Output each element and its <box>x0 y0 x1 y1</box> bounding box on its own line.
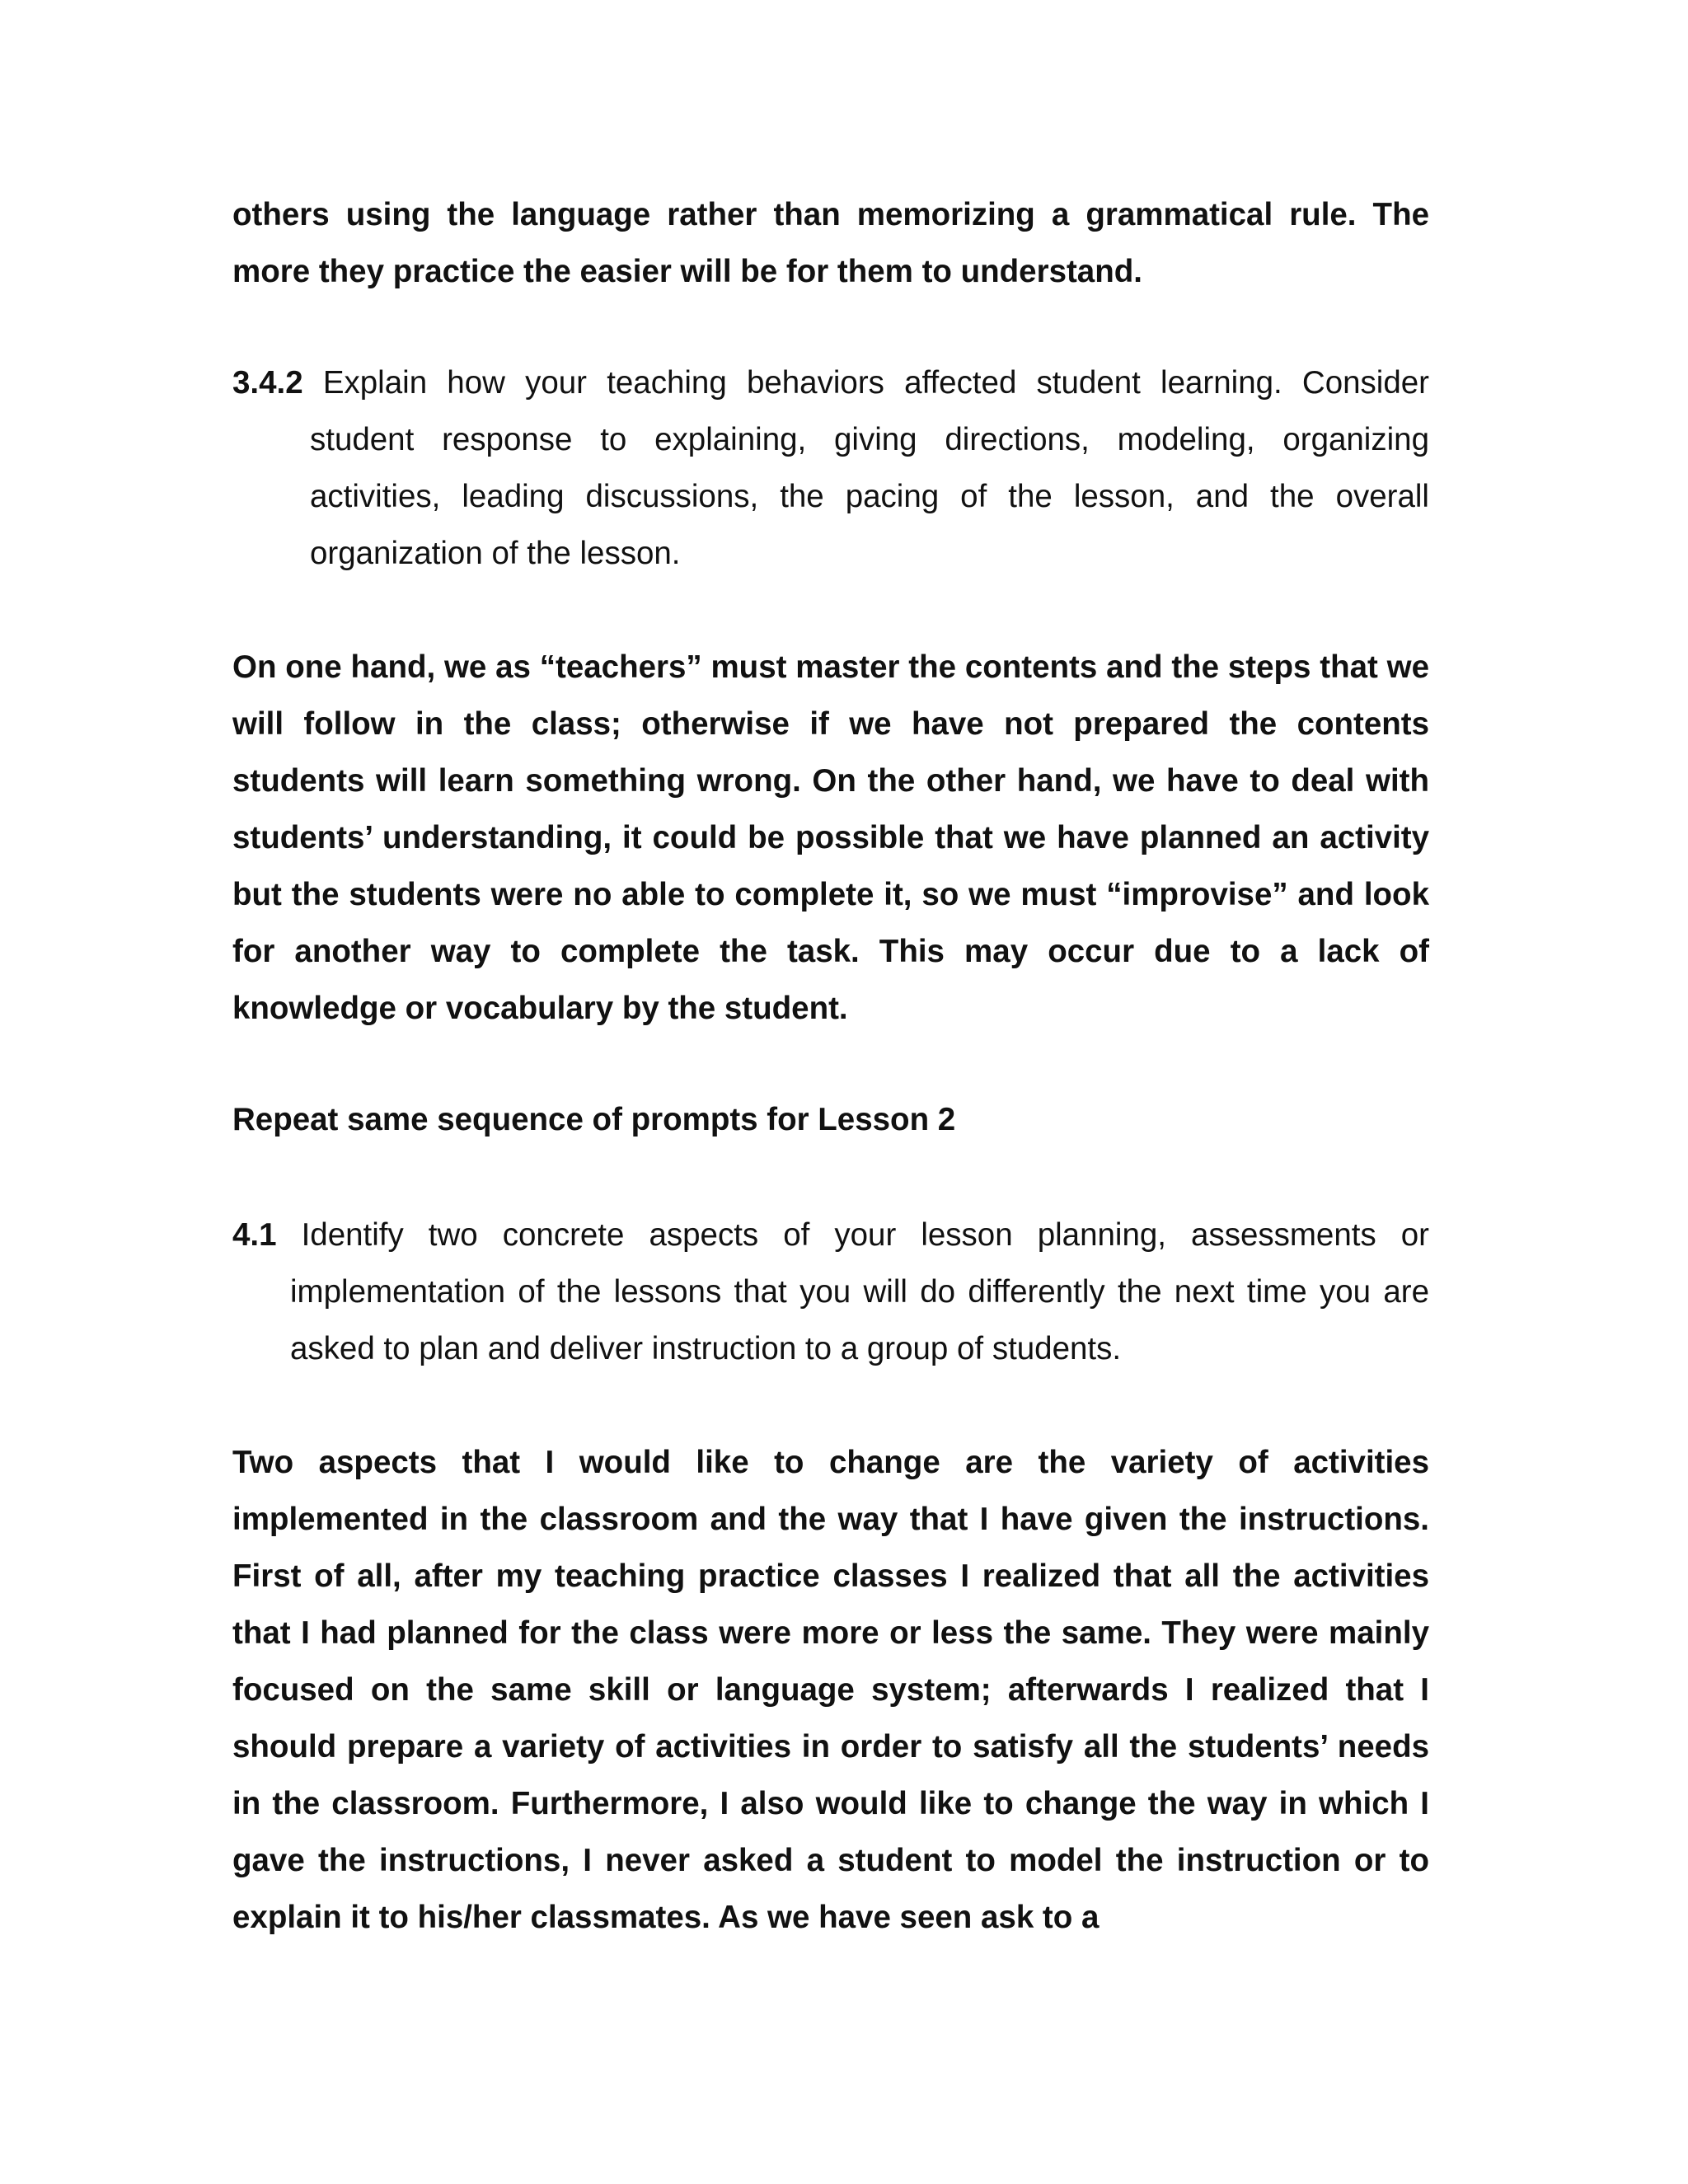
prompt-text: Identify two concrete aspects of your lesson planning, assessments or implementation of the lessons that you will do differently the next time you are asked to plan and deliver instruction to a group of students. <box>276 1217 1429 1366</box>
prompt-4-1 <box>232 1207 1429 1377</box>
prompt-text: Explain how your teaching behaviors affected student learning. Consider student response to explaining, giving directions, modeling, organizing activities, leading discussions, the pacing of the lesson, and the overall organization of the lesson. <box>302 365 1429 571</box>
paragraph-answer-4-1: Two aspects that I would like to change are the variety of activities implemented in the classroom and the way that I have given the instructions. First of all, after my teaching practice classes I realized that all the activities that I had planned for the class were more or less the same. They were mainly focused on the same skill or language system; afterwards I realized that I should prepare a variety of activities in order to satisfy all the students’ needs in the classroom. Furthermore, I also would like to change the way in which I gave the instructions, I never asked a student to model the instruction or to explain it to his/her classmates. As we have seen ask to a <box>232 1445 1429 1935</box>
prompt-number: 4.1 <box>232 1217 277 1253</box>
paragraph-answer-3-4-2: On one hand, we as “teachers” must master the contents and the steps that we will follow in the class; otherwise if we have not prepared the contents students will learn something wrong. On the other hand, we have to deal with students’ understanding, it could be possible that we have planned an activity but the students were no able to complete it, so we must “improvise” and look for another way to complete the task. This may occur due to a lack of knowledge or vocabulary by the student. <box>232 649 1429 1026</box>
heading-repeat-lesson-2: Repeat same sequence of prompts for Lesson 2 <box>232 1102 956 1137</box>
paragraph-answer-continued: others using the language rather than memorizing a grammatical rule. The more they practice the easier will be for them to understand. <box>232 197 1429 289</box>
prompt-number: 3.4.2 <box>232 365 303 401</box>
prompt-3-4-2 <box>232 354 1429 582</box>
